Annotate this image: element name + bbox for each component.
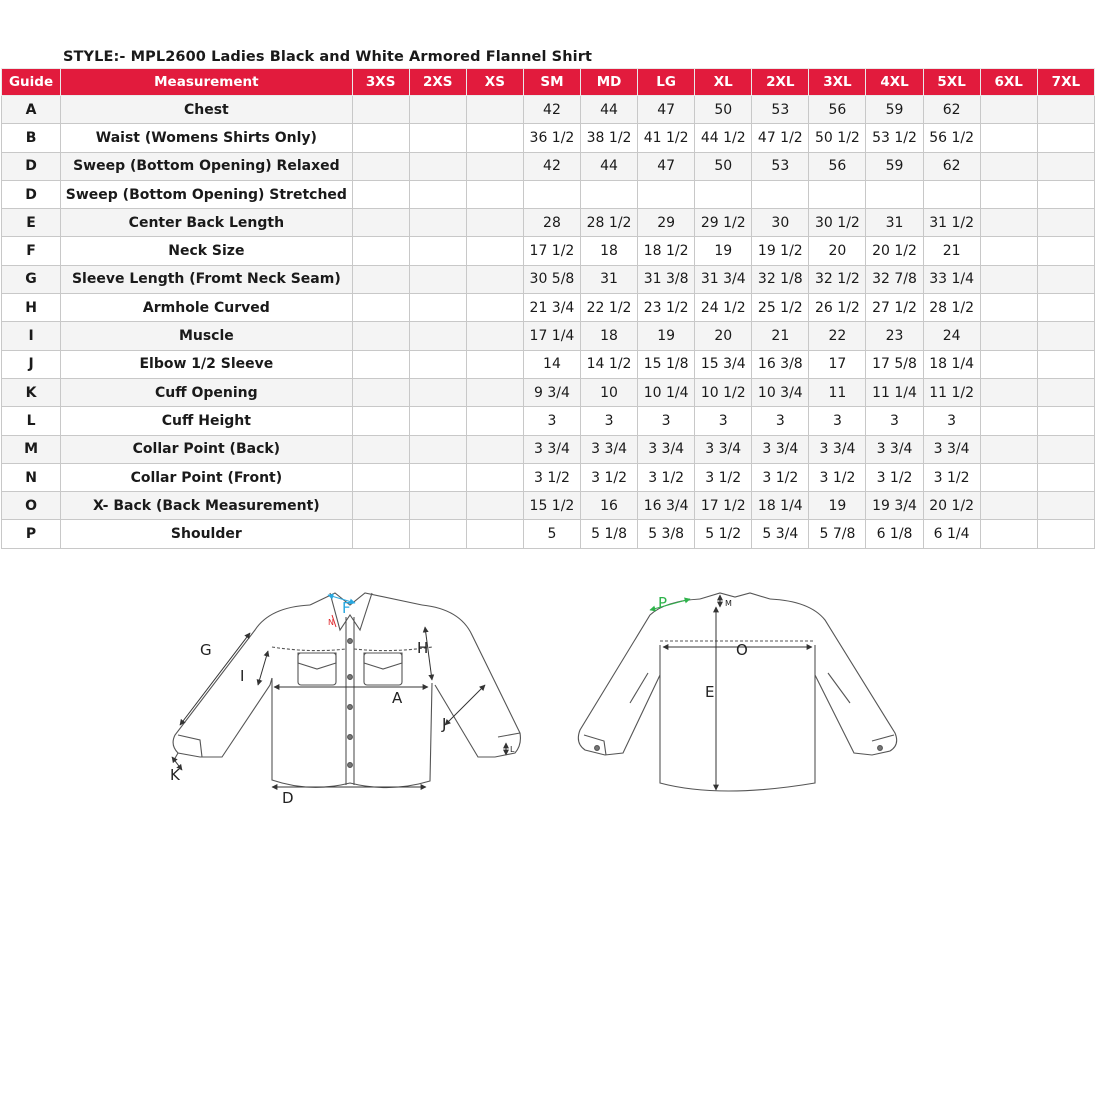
column-header: Guide (2, 69, 61, 96)
column-header: 7XL (1037, 69, 1094, 96)
size-value-cell (409, 209, 466, 237)
size-value-cell (695, 180, 752, 208)
size-value-cell (409, 463, 466, 491)
size-value-cell (1037, 492, 1094, 520)
size-value-cell: 44 (581, 152, 638, 180)
guide-cell: F (2, 237, 61, 265)
size-value-cell (980, 237, 1037, 265)
size-value-cell: 9 3/4 (523, 378, 580, 406)
table-row (2, 492, 1095, 520)
label-f: F (342, 599, 351, 617)
size-value-cell (1037, 209, 1094, 237)
size-value-cell: 18 (581, 237, 638, 265)
size-value-cell (980, 265, 1037, 293)
size-value-cell: 50 (695, 152, 752, 180)
size-value-cell (466, 124, 523, 152)
guide-cell: H (2, 294, 61, 322)
size-value-cell (466, 350, 523, 378)
table-row (2, 124, 1095, 152)
front-shirt-drawing (173, 593, 520, 788)
label-j: J (442, 715, 447, 733)
shirt-measurement-diagram (160, 585, 920, 815)
label-a: A (392, 689, 403, 707)
table-row (2, 237, 1095, 265)
size-value-cell (466, 180, 523, 208)
size-value-cell: 3 (923, 407, 980, 435)
measurement-cell: Sweep (Bottom Opening) Stretched (61, 180, 353, 208)
guide-cell: J (2, 350, 61, 378)
column-header: SM (523, 69, 580, 96)
size-value-cell: 11 (809, 378, 866, 406)
size-value-cell: 3 (809, 407, 866, 435)
guide-cell: K (2, 378, 61, 406)
size-value-cell: 3 (638, 407, 695, 435)
size-value-cell: 42 (523, 96, 580, 124)
size-value-cell: 3 1/2 (581, 463, 638, 491)
size-value-cell: 26 1/2 (809, 294, 866, 322)
size-value-cell: 3 1/2 (695, 463, 752, 491)
size-value-cell: 11 1/2 (923, 378, 980, 406)
measurement-cell: Neck Size (61, 237, 353, 265)
guide-cell: D (2, 152, 61, 180)
size-value-cell: 41 1/2 (638, 124, 695, 152)
size-value-cell: 5 1/8 (581, 520, 638, 548)
size-value-cell (1037, 322, 1094, 350)
size-value-cell (638, 180, 695, 208)
size-value-cell: 3 (866, 407, 923, 435)
size-value-cell (1037, 294, 1094, 322)
size-value-cell (409, 435, 466, 463)
guide-cell: P (2, 520, 61, 548)
size-value-cell (1037, 407, 1094, 435)
size-chart-table (1, 68, 1095, 549)
size-value-cell (352, 492, 409, 520)
column-header: Measurement (61, 69, 353, 96)
size-value-cell: 19 (809, 492, 866, 520)
size-value-cell: 42 (523, 152, 580, 180)
size-value-cell: 21 (923, 237, 980, 265)
size-value-cell: 50 1/2 (809, 124, 866, 152)
size-value-cell: 16 3/8 (752, 350, 809, 378)
size-value-cell (352, 350, 409, 378)
size-value-cell: 16 (581, 492, 638, 520)
column-header: XS (466, 69, 523, 96)
measurement-cell: Cuff Height (61, 407, 353, 435)
size-value-cell: 53 (752, 96, 809, 124)
guide-cell: B (2, 124, 61, 152)
size-value-cell: 20 1/2 (866, 237, 923, 265)
size-value-cell: 3 (523, 407, 580, 435)
size-value-cell (1037, 435, 1094, 463)
size-value-cell: 21 (752, 322, 809, 350)
size-value-cell (752, 180, 809, 208)
back-measure-arrows (650, 595, 812, 790)
column-header: MD (581, 69, 638, 96)
size-value-cell: 14 1/2 (581, 350, 638, 378)
size-value-cell (352, 152, 409, 180)
measurement-cell: Sleeve Length (Fromt Neck Seam) (61, 265, 353, 293)
size-value-cell (352, 520, 409, 548)
guide-cell: L (2, 407, 61, 435)
size-value-cell (352, 407, 409, 435)
size-value-cell: 32 1/2 (809, 265, 866, 293)
size-value-cell: 31 3/4 (695, 265, 752, 293)
size-value-cell: 56 (809, 152, 866, 180)
guide-cell: E (2, 209, 61, 237)
size-value-cell: 38 1/2 (581, 124, 638, 152)
size-value-cell: 32 7/8 (866, 265, 923, 293)
size-value-cell (1037, 463, 1094, 491)
size-value-cell (980, 96, 1037, 124)
size-value-cell (466, 209, 523, 237)
guide-cell: D (2, 180, 61, 208)
size-value-cell: 15 1/8 (638, 350, 695, 378)
size-value-cell: 18 1/2 (638, 237, 695, 265)
size-value-cell (352, 435, 409, 463)
size-value-cell (980, 322, 1037, 350)
size-value-cell: 23 (866, 322, 923, 350)
size-value-cell (466, 407, 523, 435)
label-k: K (170, 766, 180, 784)
size-value-cell: 17 1/2 (695, 492, 752, 520)
size-value-cell (980, 520, 1037, 548)
size-value-cell: 5 7/8 (809, 520, 866, 548)
size-value-cell: 53 1/2 (866, 124, 923, 152)
size-value-cell: 27 1/2 (866, 294, 923, 322)
size-value-cell (1037, 265, 1094, 293)
size-value-cell (523, 180, 580, 208)
measurement-cell: Cuff Opening (61, 378, 353, 406)
size-value-cell: 32 1/8 (752, 265, 809, 293)
measurement-cell: Chest (61, 96, 353, 124)
table-row (2, 435, 1095, 463)
size-value-cell (352, 265, 409, 293)
size-value-cell: 21 3/4 (523, 294, 580, 322)
size-value-cell (1037, 520, 1094, 548)
size-value-cell: 31 (866, 209, 923, 237)
size-value-cell: 56 1/2 (923, 124, 980, 152)
size-value-cell: 20 1/2 (923, 492, 980, 520)
size-value-cell: 3 1/2 (866, 463, 923, 491)
size-value-cell: 17 (809, 350, 866, 378)
size-value-cell (1037, 96, 1094, 124)
size-value-cell (980, 209, 1037, 237)
size-value-cell (980, 350, 1037, 378)
size-value-cell (352, 378, 409, 406)
size-value-cell (409, 96, 466, 124)
size-value-cell: 10 1/2 (695, 378, 752, 406)
label-d: D (282, 789, 294, 807)
size-value-cell: 36 1/2 (523, 124, 580, 152)
size-value-cell: 3 3/4 (638, 435, 695, 463)
size-value-cell: 28 1/2 (581, 209, 638, 237)
size-value-cell: 3 3/4 (866, 435, 923, 463)
table-row (2, 520, 1095, 548)
label-o: O (736, 641, 748, 659)
table-row (2, 96, 1095, 124)
size-value-cell: 62 (923, 152, 980, 180)
size-value-cell: 3 3/4 (695, 435, 752, 463)
column-header: 5XL (923, 69, 980, 96)
size-value-cell (466, 463, 523, 491)
measurement-cell: Sweep (Bottom Opening) Relaxed (61, 152, 353, 180)
label-p: P (658, 594, 668, 612)
size-value-cell (409, 378, 466, 406)
size-value-cell (352, 237, 409, 265)
column-header: XL (695, 69, 752, 96)
size-value-cell: 19 3/4 (866, 492, 923, 520)
size-value-cell: 10 3/4 (752, 378, 809, 406)
table-row (2, 378, 1095, 406)
size-value-cell (352, 294, 409, 322)
size-value-cell: 15 1/2 (523, 492, 580, 520)
size-value-cell (409, 322, 466, 350)
size-value-cell (980, 378, 1037, 406)
size-value-cell: 31 3/8 (638, 265, 695, 293)
label-l: L (510, 745, 515, 754)
measurement-cell: Center Back Length (61, 209, 353, 237)
size-value-cell: 18 (581, 322, 638, 350)
size-value-cell: 3 3/4 (923, 435, 980, 463)
size-value-cell: 5 3/8 (638, 520, 695, 548)
size-value-cell: 18 1/4 (752, 492, 809, 520)
size-value-cell (1037, 378, 1094, 406)
size-value-cell: 19 (695, 237, 752, 265)
back-shirt-drawing (578, 593, 896, 791)
size-value-cell: 31 1/2 (923, 209, 980, 237)
column-header: LG (638, 69, 695, 96)
size-value-cell (409, 520, 466, 548)
size-value-cell: 14 (523, 350, 580, 378)
size-value-cell (409, 237, 466, 265)
size-value-cell (1037, 180, 1094, 208)
size-value-cell (866, 180, 923, 208)
front-measure-arrows (172, 595, 506, 787)
size-value-cell: 29 1/2 (695, 209, 752, 237)
size-value-cell: 3 1/2 (809, 463, 866, 491)
size-value-cell: 24 (923, 322, 980, 350)
table-row (2, 350, 1095, 378)
size-value-cell: 10 (581, 378, 638, 406)
size-value-cell: 3 3/4 (752, 435, 809, 463)
size-value-cell: 3 3/4 (523, 435, 580, 463)
size-value-cell: 11 1/4 (866, 378, 923, 406)
column-header: 3XS (352, 69, 409, 96)
size-value-cell: 6 1/8 (866, 520, 923, 548)
table-row (2, 322, 1095, 350)
size-value-cell (352, 322, 409, 350)
size-value-cell: 18 1/4 (923, 350, 980, 378)
size-value-cell (466, 520, 523, 548)
guide-cell: M (2, 435, 61, 463)
measurement-cell: Armhole Curved (61, 294, 353, 322)
size-value-cell: 47 (638, 96, 695, 124)
size-value-cell (923, 180, 980, 208)
size-value-cell: 44 (581, 96, 638, 124)
size-value-cell: 22 (809, 322, 866, 350)
size-value-cell: 47 (638, 152, 695, 180)
guide-cell: N (2, 463, 61, 491)
size-value-cell (809, 180, 866, 208)
size-value-cell: 16 3/4 (638, 492, 695, 520)
page-title: STYLE:- MPL2600 Ladies Black and White Armored Flannel Shirt (63, 49, 592, 65)
size-value-cell (466, 96, 523, 124)
size-value-cell (409, 492, 466, 520)
size-value-cell: 20 (809, 237, 866, 265)
size-value-cell (352, 209, 409, 237)
table-header-row (2, 69, 1095, 96)
size-value-cell (352, 96, 409, 124)
size-value-cell (980, 294, 1037, 322)
table-row (2, 265, 1095, 293)
size-value-cell: 3 (581, 407, 638, 435)
table-row (2, 152, 1095, 180)
size-value-cell (466, 294, 523, 322)
measurement-cell: Waist (Womens Shirts Only) (61, 124, 353, 152)
size-value-cell: 3 3/4 (809, 435, 866, 463)
size-value-cell (466, 435, 523, 463)
measurement-cell: X- Back (Back Measurement) (61, 492, 353, 520)
size-value-cell: 5 1/2 (695, 520, 752, 548)
size-value-cell: 50 (695, 96, 752, 124)
size-value-cell (980, 152, 1037, 180)
size-value-cell: 15 3/4 (695, 350, 752, 378)
label-g: G (200, 641, 212, 659)
size-value-cell: 25 1/2 (752, 294, 809, 322)
size-value-cell: 3 (752, 407, 809, 435)
size-value-cell: 3 3/4 (581, 435, 638, 463)
size-value-cell (1037, 350, 1094, 378)
size-value-cell: 30 5/8 (523, 265, 580, 293)
size-value-cell (409, 294, 466, 322)
guide-cell: I (2, 322, 61, 350)
size-value-cell: 19 (638, 322, 695, 350)
size-value-cell: 3 1/2 (752, 463, 809, 491)
size-value-cell: 3 1/2 (923, 463, 980, 491)
guide-cell: O (2, 492, 61, 520)
size-value-cell (980, 463, 1037, 491)
size-value-cell (980, 124, 1037, 152)
size-value-cell: 5 3/4 (752, 520, 809, 548)
column-header: 3XL (809, 69, 866, 96)
size-value-cell: 31 (581, 265, 638, 293)
guide-cell: G (2, 265, 61, 293)
size-value-cell (352, 124, 409, 152)
label-h: H (417, 639, 429, 657)
size-value-cell (980, 180, 1037, 208)
size-value-cell (409, 350, 466, 378)
size-value-cell (1037, 124, 1094, 152)
table-row (2, 180, 1095, 208)
size-value-cell (409, 265, 466, 293)
size-value-cell: 10 1/4 (638, 378, 695, 406)
label-i: I (240, 667, 245, 685)
size-value-cell (581, 180, 638, 208)
table-row (2, 407, 1095, 435)
column-header: 2XL (752, 69, 809, 96)
label-e: E (705, 683, 715, 701)
size-value-cell: 28 (523, 209, 580, 237)
size-value-cell: 44 1/2 (695, 124, 752, 152)
size-value-cell (409, 124, 466, 152)
size-value-cell (352, 463, 409, 491)
size-value-cell: 3 (695, 407, 752, 435)
column-header: 2XS (409, 69, 466, 96)
size-value-cell: 24 1/2 (695, 294, 752, 322)
measurement-cell: Shoulder (61, 520, 353, 548)
size-value-cell: 30 1/2 (809, 209, 866, 237)
size-value-cell: 59 (866, 96, 923, 124)
size-value-cell (466, 378, 523, 406)
size-value-cell: 22 1/2 (581, 294, 638, 322)
column-header: 4XL (866, 69, 923, 96)
size-value-cell (980, 492, 1037, 520)
size-value-cell: 53 (752, 152, 809, 180)
size-value-cell (466, 492, 523, 520)
size-value-cell: 17 1/2 (523, 237, 580, 265)
measurement-cell: Collar Point (Back) (61, 435, 353, 463)
size-value-cell (980, 435, 1037, 463)
size-value-cell (980, 407, 1037, 435)
size-value-cell (1037, 152, 1094, 180)
size-value-cell: 17 1/4 (523, 322, 580, 350)
table-row (2, 463, 1095, 491)
size-value-cell: 5 (523, 520, 580, 548)
size-value-cell: 30 (752, 209, 809, 237)
size-value-cell (466, 265, 523, 293)
size-value-cell (1037, 237, 1094, 265)
size-value-cell: 29 (638, 209, 695, 237)
size-value-cell (466, 322, 523, 350)
size-value-cell: 3 1/2 (638, 463, 695, 491)
guide-cell: A (2, 96, 61, 124)
size-value-cell: 17 5/8 (866, 350, 923, 378)
size-value-cell: 62 (923, 96, 980, 124)
size-value-cell: 20 (695, 322, 752, 350)
size-value-cell: 23 1/2 (638, 294, 695, 322)
size-value-cell: 47 1/2 (752, 124, 809, 152)
size-value-cell (466, 237, 523, 265)
measurement-cell: Elbow 1/2 Sleeve (61, 350, 353, 378)
size-value-cell: 56 (809, 96, 866, 124)
size-value-cell (466, 152, 523, 180)
size-value-cell: 3 1/2 (523, 463, 580, 491)
size-value-cell: 33 1/4 (923, 265, 980, 293)
label-m: M (725, 599, 732, 608)
size-value-cell (409, 407, 466, 435)
size-value-cell (409, 180, 466, 208)
table-row (2, 294, 1095, 322)
label-n: N (328, 618, 334, 627)
column-header: 6XL (980, 69, 1037, 96)
size-value-cell (352, 180, 409, 208)
measurement-cell: Collar Point (Front) (61, 463, 353, 491)
size-value-cell: 59 (866, 152, 923, 180)
size-value-cell (409, 152, 466, 180)
size-value-cell: 6 1/4 (923, 520, 980, 548)
table-row (2, 209, 1095, 237)
measurement-cell: Muscle (61, 322, 353, 350)
size-value-cell: 28 1/2 (923, 294, 980, 322)
size-value-cell: 19 1/2 (752, 237, 809, 265)
